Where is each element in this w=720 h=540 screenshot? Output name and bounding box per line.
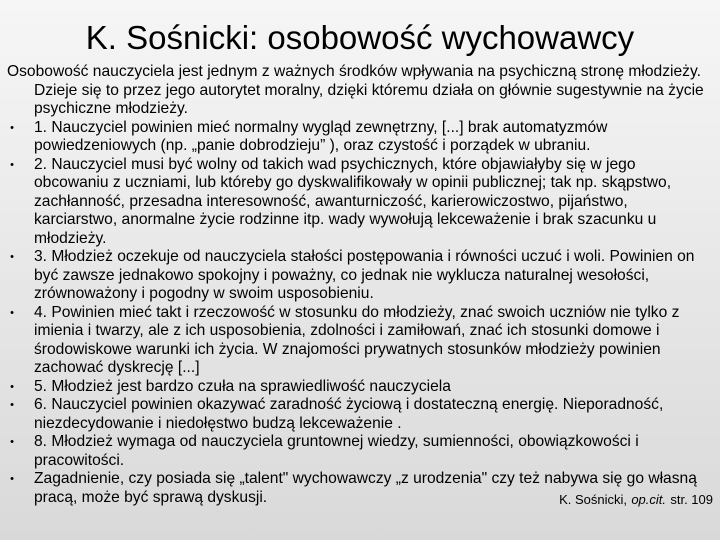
list-item xyxy=(7,248,713,304)
list-item xyxy=(7,378,713,397)
list-item-text: 4. Powinien mieć takt i rzeczowość w stosunku do młodzieży, znać swoich uczniów nie tylko z imienia i twarzy, ale z ich usposobienia, zdolności i zamiłowań, znać ich stosunki domowe i środowiskowe warunki ich życia. W znajomości prywatnych stosunków młodzieży powinien zachować dyskrecję [...] xyxy=(34,303,680,376)
citation-author: K. Sośnicki, xyxy=(559,491,627,507)
list-item-text: 8. Młodzież wymaga od nauczyciela gruntownej wiedzy, sumienności, obowiązkowości i pracowitości. xyxy=(34,433,639,469)
slide-body xyxy=(7,63,713,509)
citation-page: str. 109 xyxy=(670,491,713,507)
bullet-icon: • xyxy=(10,436,14,448)
list-item xyxy=(7,156,713,249)
bullet-icon: • xyxy=(10,158,14,171)
list-item-text: Zagadnienie, czy posiada się „talent" wychowawczy „z urodzenia" czy też nabywa się go własną pracą, może być sprawą dyskusji. xyxy=(34,470,697,506)
list-item xyxy=(7,433,713,470)
bullet-icon: • xyxy=(10,121,14,134)
bullet-icon: • xyxy=(10,380,14,393)
bullet-icon: • xyxy=(10,473,14,485)
list-item xyxy=(7,304,713,378)
citation xyxy=(559,491,713,510)
bullet-icon: • xyxy=(10,306,14,319)
slide-title: K. Sośnicki: osobowość wychowawcy xyxy=(85,19,635,56)
list-item xyxy=(7,470,713,507)
list-item-text: 3. Młodzież oczekuje od nauczyciela stałości postępowania i równości uczuć i woli. Powinien on być zawsze jednakowo spokojny i poważny, co jednak nie wyklucza naturalnej wesołości, zrównoważony i pogodny w swoim usposobieniu. xyxy=(34,248,695,302)
intro-paragraph: Osobowość nauczyciela jest jednym z ważnych środków wpływania na psychiczną stronę młodzieży. Dzieje się to przez jego autorytet moralny, dzięki któremu działa on głównie sugestywnie na życie psychiczne młodzieży. xyxy=(7,63,704,117)
list-item-text: 5. Młodzież jest bardzo czuła na sprawiedliwość nauczyciela xyxy=(34,377,451,395)
bullet-icon: • xyxy=(10,251,14,263)
list-item-text: 2. Nauczyciel musi być wolny od takich wad psychicznych, które objawiałyby się w jego obcowaniu z uczniami, lub któreby go dyskwalifikowały w opinii publicznej; tak np. skąpstwo, zachłanność, przesadna interesowność, awanturniczość, karierowiczostwo, pijaństwo, karciarstwo, anormalne życie rodzinne itp. wady wywołują lekceważenie i brak szacunku u młodzieży. xyxy=(34,155,672,247)
list-item-text: 1. Nauczyciel powinien mieć normalny wygląd zewnętrzny, [...] brak automatyzmów powiedzeniowych (np. „panie dobrodzieju” ), oraz czystość i porządek w ubraniu. xyxy=(34,118,608,154)
bullet-list xyxy=(7,119,713,508)
list-item xyxy=(7,119,713,156)
bullet-icon: • xyxy=(10,399,14,411)
list-item-text: 6. Nauczyciel powinien okazywać zaradność życiową i dostateczną energię. Nieporadność, niezdecydowanie i niedołęstwo budzą lekceważenie . xyxy=(34,396,664,432)
list-item xyxy=(7,396,713,433)
citation-op-cit: op.cit. xyxy=(631,491,667,507)
